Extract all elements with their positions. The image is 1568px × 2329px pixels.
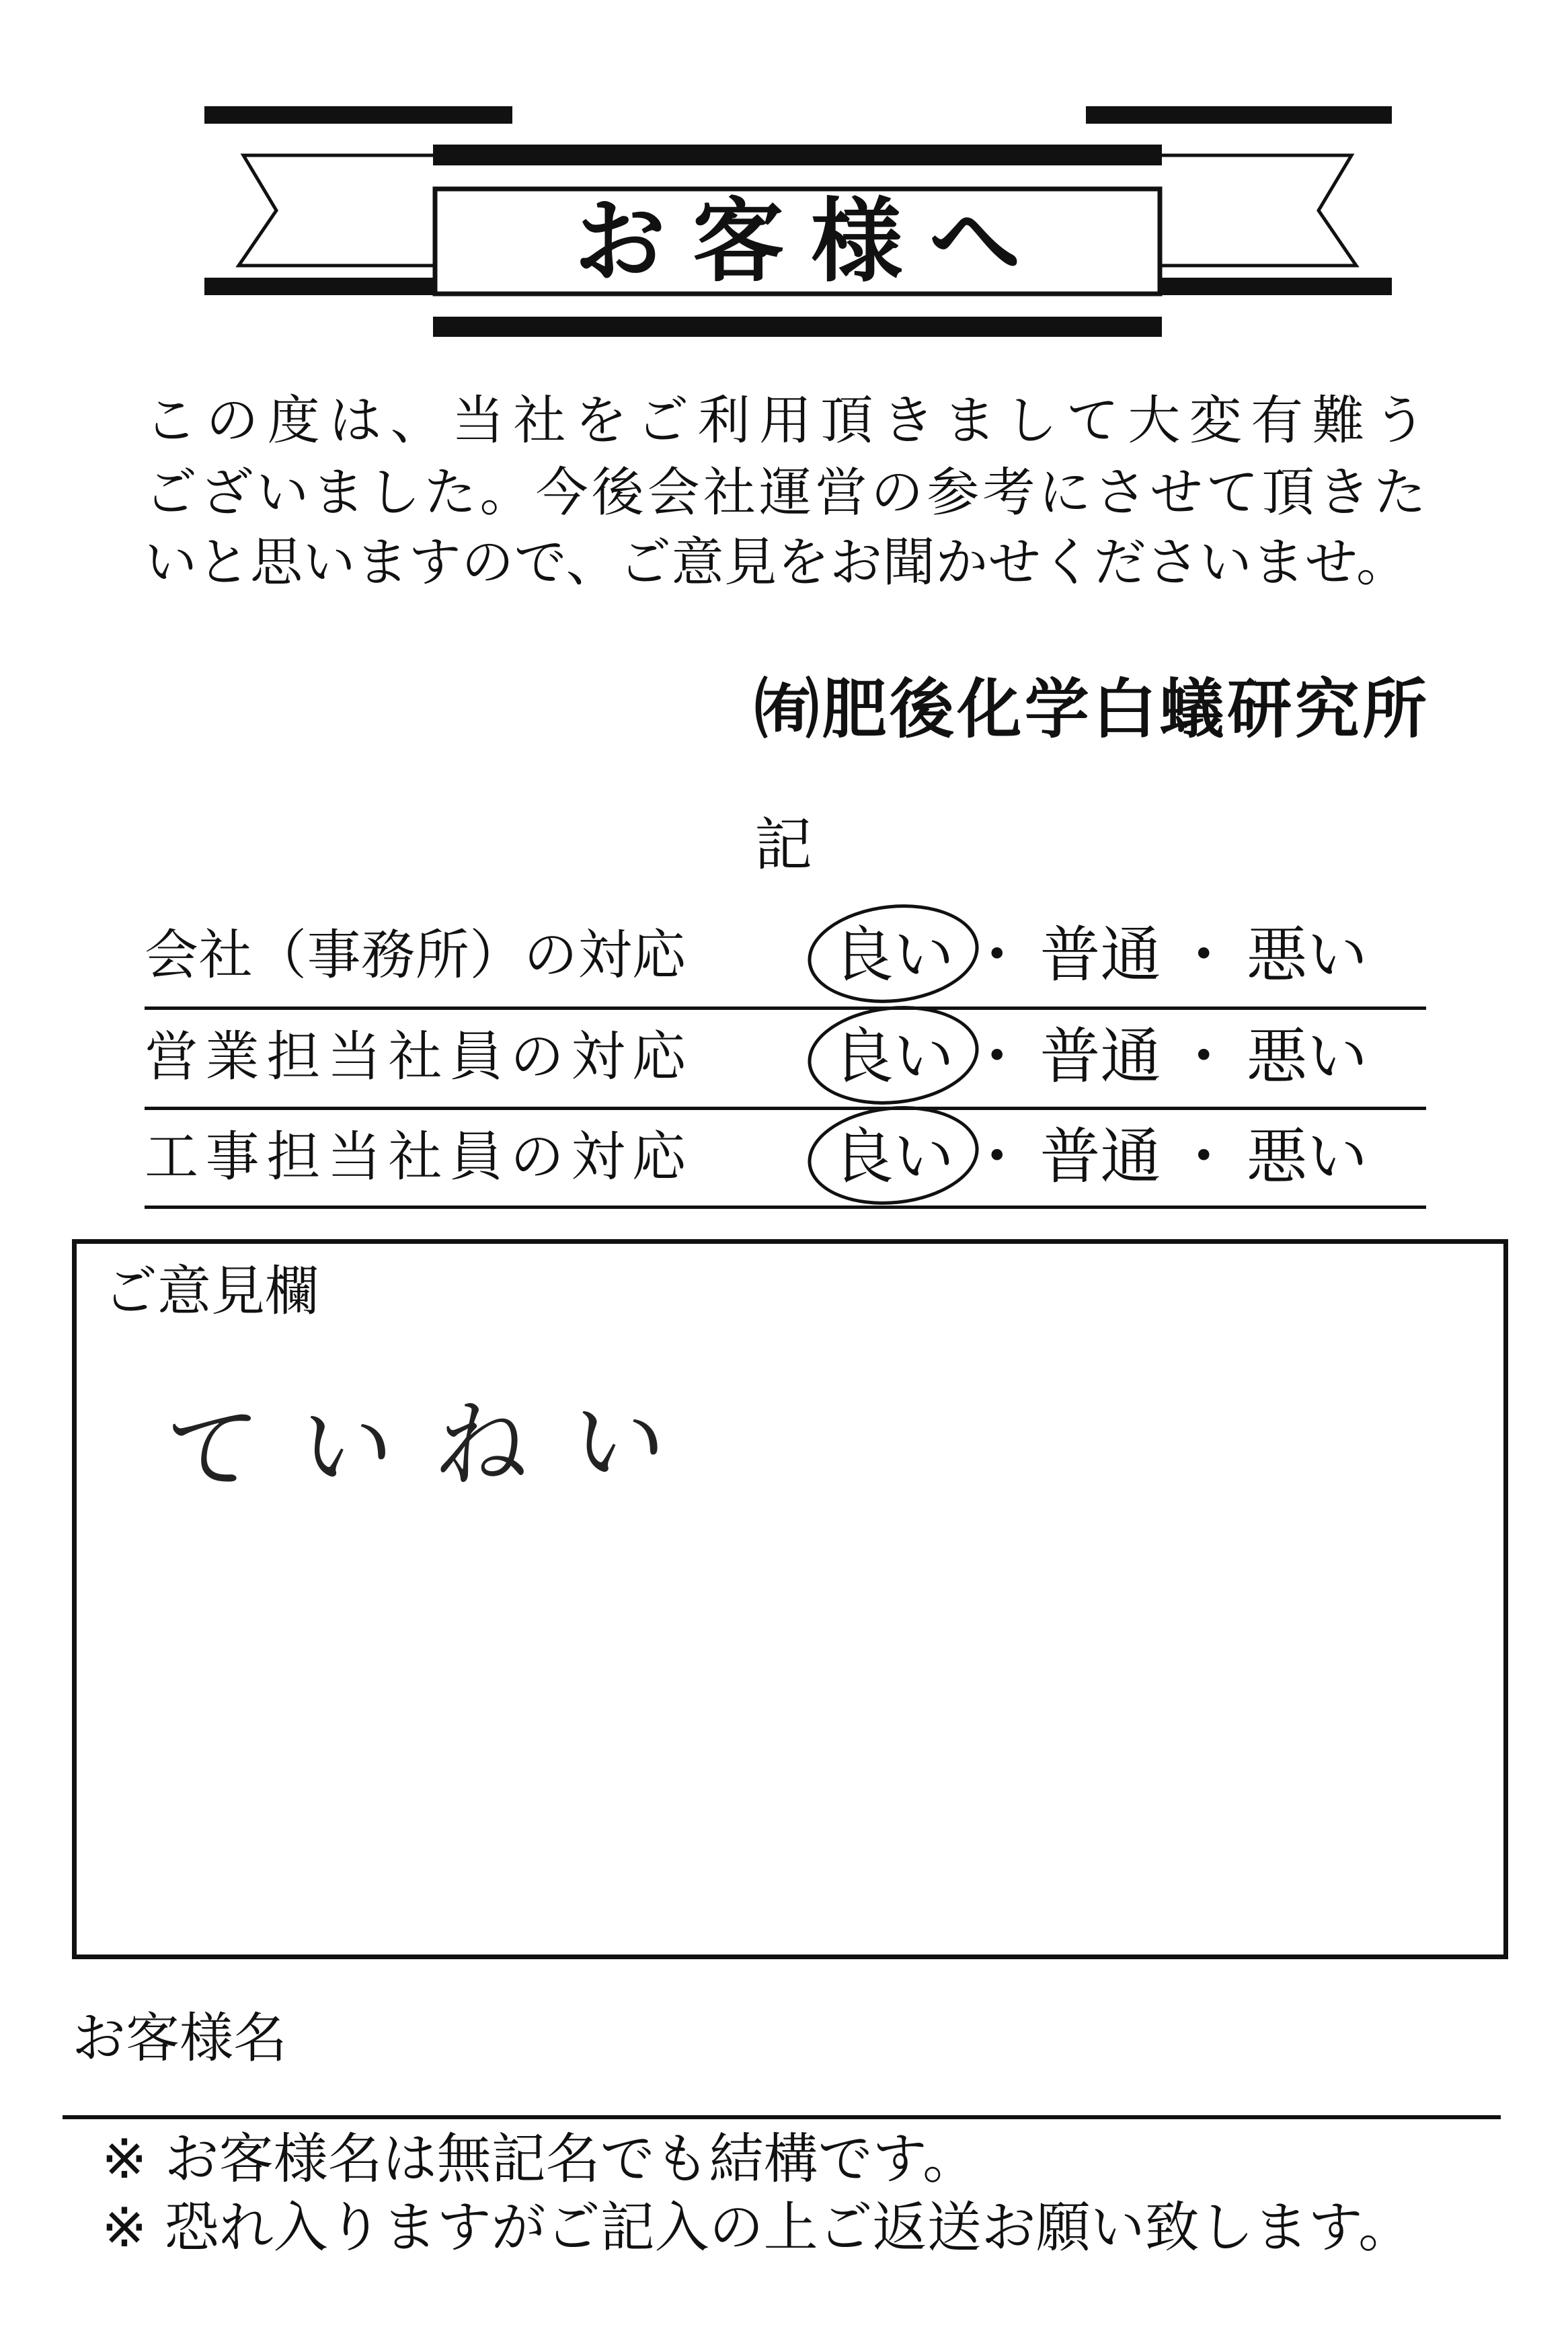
rating-option-good: 良い xyxy=(833,925,954,986)
banner-bottom-left-bar xyxy=(204,278,433,295)
rating-option-normal: 普通 xyxy=(1040,1121,1161,1192)
banner-top-right-bar xyxy=(1086,106,1392,124)
intro-line: この度は、当社をご利用頂きまして大変有難う xyxy=(145,391,1426,451)
option-separator: ・ xyxy=(966,1121,1027,1192)
rating-options xyxy=(833,920,1368,990)
rating-row-construction-staff xyxy=(0,1121,1568,1192)
rating-row-sales-staff xyxy=(0,1021,1568,1092)
comments-handwritten-text: ていねい xyxy=(159,1386,713,1506)
rating-option-bad: 悪い xyxy=(1247,1121,1368,1192)
rating-option-good: 良い xyxy=(833,1027,954,1087)
rating-option-bad: 悪い xyxy=(1247,920,1368,990)
intro-line: いと思いますので、ご意見をお聞かせくださいませ。 xyxy=(145,532,1409,593)
banner-bottom-right-bar xyxy=(1162,278,1392,295)
rating-options xyxy=(833,1021,1368,1092)
banner-top-left-bar xyxy=(204,106,512,124)
intro-line: ございました。今後会社運営の参考にさせて頂きた xyxy=(145,463,1426,523)
note-line: ※ お客様名は無記名でも結構です。 xyxy=(102,2128,978,2191)
rating-label: 会社（事務所）の対応 xyxy=(145,924,686,986)
selection-circle xyxy=(803,998,984,1113)
selection-circle xyxy=(803,1098,984,1213)
customer-name-line xyxy=(63,2115,1501,2119)
comments-label: ご意見欄 xyxy=(104,1260,319,1323)
rating-label: 営業担当社員の対応 xyxy=(145,1025,686,1088)
record-heading: 記 xyxy=(754,812,812,879)
banner-bottom-center-bar xyxy=(433,317,1162,337)
row-divider xyxy=(145,1206,1426,1209)
row-divider xyxy=(145,1006,1426,1010)
rating-row-office xyxy=(0,920,1568,990)
option-separator: ・ xyxy=(966,920,1027,990)
option-separator: ・ xyxy=(1173,920,1234,990)
rating-option-normal: 普通 xyxy=(1040,1021,1161,1092)
rating-option-normal: 普通 xyxy=(1040,920,1161,990)
banner-left-ribbon xyxy=(239,155,433,266)
page-title: お客様へ xyxy=(574,188,1048,295)
comments-box xyxy=(72,1239,1508,1959)
rating-option-bad: 悪い xyxy=(1247,1021,1368,1092)
rating-label: 工事担当社員の対応 xyxy=(145,1126,686,1188)
rating-options xyxy=(833,1121,1368,1192)
rating-option-good: 良い xyxy=(833,1127,954,1187)
banner-top-center-bar xyxy=(433,145,1162,165)
title-banner xyxy=(0,0,1568,350)
company-name: ㈲肥後化学白蟻研究所 xyxy=(754,672,1427,747)
selection-circle xyxy=(803,896,984,1011)
note-line: ※ 恐れ入りますがご記入の上ご返送お願い致します。 xyxy=(102,2197,1413,2260)
option-separator: ・ xyxy=(1173,1021,1234,1092)
row-divider xyxy=(145,1107,1426,1110)
customer-name-label: お客様名 xyxy=(72,2007,287,2069)
option-separator: ・ xyxy=(1173,1121,1234,1192)
banner-right-ribbon xyxy=(1162,155,1356,266)
option-separator: ・ xyxy=(966,1021,1027,1092)
